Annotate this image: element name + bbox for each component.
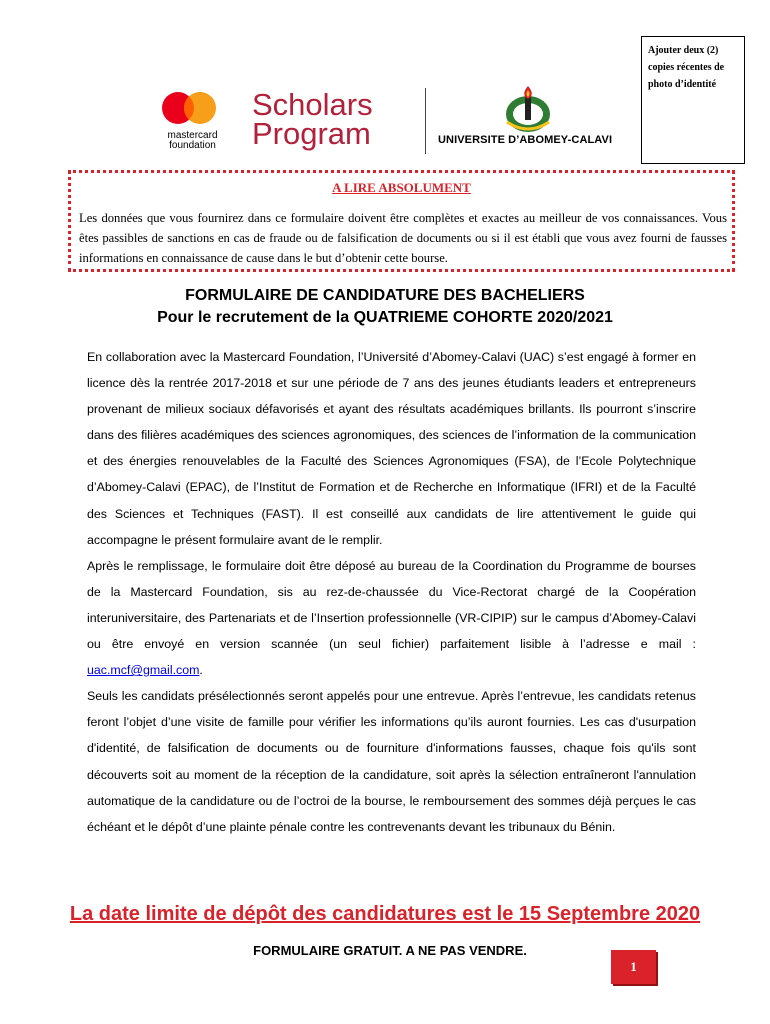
- mastercard-foundation-logo: [150, 91, 235, 151]
- warning-text: Les données que vous fournirez dans ce formulaire doivent être complètes et exactes au meilleur de vos connaissances. Vous êtes passibles de sanctions en cas de fraude ou de falsification de documents ou si il est établi que vous avez fourni de fausses informations en connaissance de cause dans le but d’obtenir cette bourse.: [79, 211, 727, 265]
- paragraph-selection: Seuls les candidats présélectionnés seront appelés pour une entrevue. Après l’entrevue, les candidats retenus feront l’objet d’une visite de famille pour vérifier les informations qu’ils auront fournies. Les cas d'usurpation d'identité, de falsification de documents ou de fourniture d'informations fausses, chaque fois qu'ils sont découverts soit au moment de la réception de la candidature, soit après la sélection entraîneront l'annulation automatique de la candidature ou de l’octroi de la bourse, le remboursement des sommes déjà perçues le cas échéant et le dépôt d’une plainte pénale contre les contrevenants devant les tribunaux du Bénin.: [87, 689, 696, 834]
- form-title-line2: Pour le recrutement de la QUATRIEME COHORTE 2020/2021: [157, 309, 613, 326]
- university-name: UNIVERSITE D’ABOMEY-CALAVI: [438, 134, 613, 146]
- scholars-program-logo: [252, 87, 412, 151]
- photo-placeholder-box: [641, 36, 745, 164]
- foundation-line: foundation: [169, 140, 216, 151]
- mastercard-circles-icon: [150, 91, 235, 125]
- paragraph-submission: [87, 553, 696, 683]
- form-title-line1: FORMULAIRE DE CANDIDATURE DES BACHELIERS: [185, 287, 585, 304]
- mastercard-line: mastercard: [167, 130, 218, 141]
- submission-text: Après le remplissage, le formulaire doit être déposé au bureau de la Coordination du Programme de bourses de la Mastercard Foundation, sis au rez-de-chaussée du Vice-Rectorat chargé de la Coopération interuniversitaire, des Partenariats et de l’Insertion professionnelle (VR-CIPIP) sur le campus d’Abomey-Calavi ou être envoyé en version scannée (un seul fichier) parfaitement lisible à l’adresse e mail :: [87, 558, 696, 652]
- program-line: Program: [252, 116, 371, 151]
- uac-emblem-icon: [498, 84, 558, 136]
- paragraph-intro: En collaboration avec la Mastercard Foundation, l’Université d’Abomey-Calavi (UAC) s’est engagé à former en licence dès la rentrée 2017-2018 et sur une période de 7 ans des jeunes étudiants leaders et entrepreneurs provenant de milieux sociaux défavorisés et ayant des résultats académiques brillants. Ils pourront s’inscrire dans des filières académiques des sciences agronomiques, des sciences de l’information de la communication et des énergies renouvelables de la Faculté des Sciences Agronomiques (FSA), de l’Ecole Polytechnique d’Abomey-Calavi (EPAC), de l’Institut de Formation et de Recherche en Informatique (IFRI) et de la Faculté des Sciences et Techniques (FAST). Il est conseillé aux candidats de lire attentivement le guide qui accompagne le présent formulaire avant de le remplir.: [87, 350, 696, 547]
- warning-title: A LIRE ABSOLUMENT: [332, 180, 471, 195]
- form-title: [60, 285, 710, 329]
- logo-divider: [425, 88, 426, 154]
- page-number-badge: 1: [611, 950, 656, 984]
- body-text: [87, 344, 696, 840]
- scholars-line: Scholars: [252, 87, 373, 122]
- photo-instruction: Ajouter deux (2) copies récentes de photo d’identité: [648, 45, 725, 90]
- email-link[interactable]: uac.mcf@gmail.com: [87, 663, 200, 678]
- submission-end: .: [199, 663, 203, 678]
- deadline-notice: La date limite de dépôt des candidatures est le 15 Septembre 2020: [69, 903, 701, 925]
- free-form-notice: FORMULAIRE GRATUIT. A NE PAS VENDRE.: [253, 943, 527, 958]
